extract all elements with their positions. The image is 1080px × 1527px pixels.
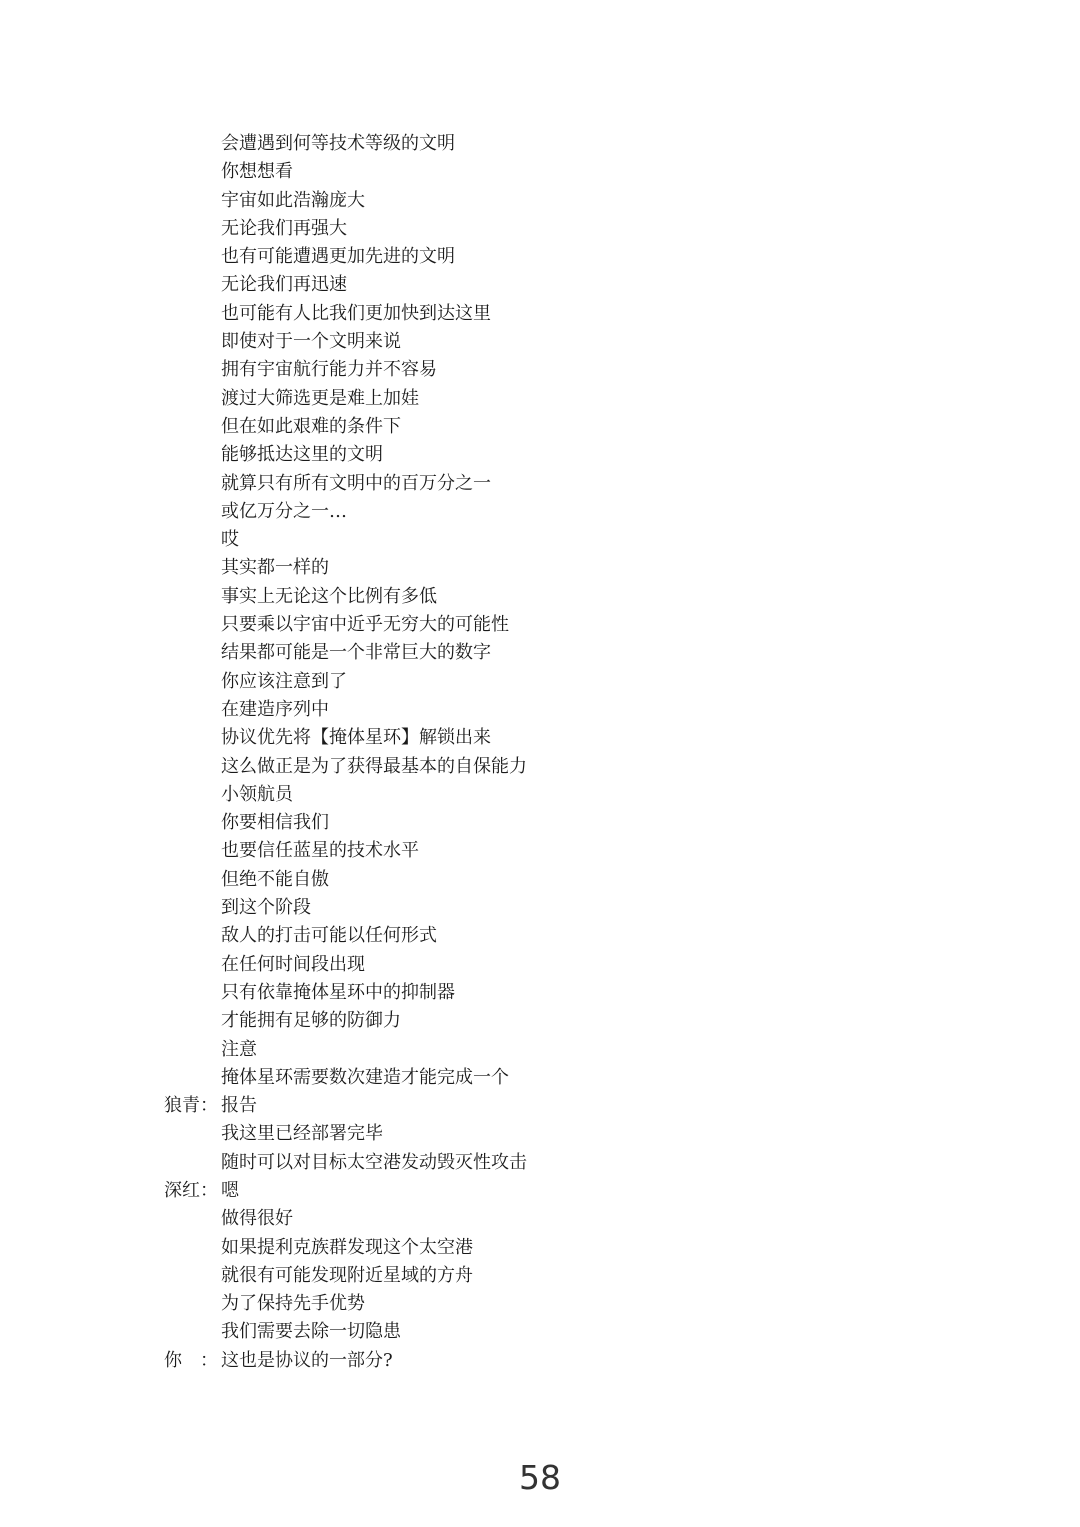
- speaker-label: [164, 498, 221, 526]
- dialogue-line: [164, 356, 964, 384]
- dialogue-line: [164, 413, 964, 441]
- line-text: 你要相信我们: [221, 812, 329, 834]
- dialogue-line: [164, 1177, 964, 1205]
- line-text: 我这里已经部署完毕: [221, 1123, 383, 1145]
- line-text: 注意: [221, 1038, 257, 1060]
- line-text: 为了保持先手优势: [221, 1293, 365, 1315]
- speaker-label: [164, 951, 221, 979]
- line-text: 在任何时间段出现: [221, 953, 365, 975]
- line-text: 你想想看: [221, 161, 293, 183]
- speaker-label: [164, 1007, 221, 1035]
- speaker-label: [164, 1149, 221, 1177]
- dialogue-line: [164, 1347, 964, 1375]
- dialogue-line: [164, 1092, 964, 1120]
- dialogue-line: [164, 470, 964, 498]
- dialogue-line: [164, 724, 964, 752]
- dialogue-line: [164, 1262, 964, 1290]
- line-text: 即使对于一个文明来说: [221, 331, 401, 353]
- speaker-label: [164, 385, 221, 413]
- dialogue-line: [164, 243, 964, 271]
- speaker-label: [164, 130, 221, 158]
- speaker-label: 深红：: [164, 1179, 218, 1201]
- dialogue-line: [164, 837, 964, 865]
- speaker-label: [164, 1205, 221, 1233]
- line-text: 哎: [221, 529, 239, 551]
- speaker-label: [164, 922, 221, 950]
- speaker-label: [164, 1290, 221, 1318]
- line-text: 也可能有人比我们更加快到达这里: [221, 302, 491, 324]
- line-text: 但在如此艰难的条件下: [221, 415, 401, 437]
- dialogue-line: [164, 979, 964, 1007]
- line-text: 拥有宇宙航行能力并不容易: [221, 359, 437, 381]
- line-text: 才能拥有足够的防御力: [221, 1010, 401, 1032]
- dialogue-line: [164, 668, 964, 696]
- speaker-label: [164, 271, 221, 299]
- dialogue-line: [164, 554, 964, 582]
- line-text: 我们需要去除一切隐患: [221, 1321, 401, 1343]
- dialogue-line: [164, 385, 964, 413]
- page-number: 58: [519, 1458, 561, 1497]
- dialogue-line: [164, 1149, 964, 1177]
- dialogue-line: [164, 866, 964, 894]
- dialogue-line: [164, 271, 964, 299]
- dialogue-line: [164, 526, 964, 554]
- speaker-label: [164, 158, 221, 186]
- line-text: 报告: [221, 1095, 257, 1117]
- line-text: 掩体星环需要数次建造才能完成一个: [221, 1066, 509, 1088]
- dialogue-script: [164, 130, 964, 1375]
- speaker-label: [164, 583, 221, 611]
- speaker-label: [164, 554, 221, 582]
- speaker-label: 狼青：: [164, 1095, 218, 1117]
- speaker-label: [164, 328, 221, 356]
- line-text: 协议优先将【掩体星环】解锁出来: [221, 727, 491, 749]
- line-text: 结果都可能是一个非常巨大的数字: [221, 642, 491, 664]
- dialogue-line: [164, 781, 964, 809]
- speaker-label: [164, 837, 221, 865]
- speaker-label: [164, 866, 221, 894]
- dialogue-line: [164, 130, 964, 158]
- line-text: 只有依靠掩体星环中的抑制器: [221, 981, 455, 1003]
- line-text: 这也是协议的一部分?: [221, 1349, 393, 1371]
- dialogue-line: [164, 753, 964, 781]
- dialogue-line: [164, 498, 964, 526]
- dialogue-line: [164, 611, 964, 639]
- speaker-label: 你 ：: [164, 1349, 218, 1371]
- line-text: 你应该注意到了: [221, 670, 347, 692]
- line-text: 或亿万分之一…: [221, 500, 347, 522]
- line-text: 其实都一样的: [221, 557, 329, 579]
- line-text: 渡过大筛选更是难上加娃: [221, 387, 419, 409]
- dialogue-line: [164, 894, 964, 922]
- speaker-label: [164, 243, 221, 271]
- line-text: 但绝不能自傲: [221, 868, 329, 890]
- speaker-label: [164, 639, 221, 667]
- dialogue-line: [164, 696, 964, 724]
- speaker-label: [164, 1120, 221, 1148]
- line-text: 只要乘以宇宙中近乎无穷大的可能性: [221, 614, 509, 636]
- dialogue-line: [164, 1036, 964, 1064]
- speaker-label: [164, 526, 221, 554]
- line-text: 敌人的打击可能以任何形式: [221, 925, 437, 947]
- speaker-label: [164, 611, 221, 639]
- line-text: 能够抵达这里的文明: [221, 444, 383, 466]
- dialogue-line: [164, 1234, 964, 1262]
- line-text: 这么做正是为了获得最基本的自保能力: [221, 755, 527, 777]
- line-text: 小领航员: [221, 783, 293, 805]
- line-text: 无论我们再强大: [221, 217, 347, 239]
- line-text: 就算只有所有文明中的百万分之一: [221, 472, 491, 494]
- line-text: 就很有可能发现附近星域的方舟: [221, 1264, 473, 1286]
- line-text: 也有可能遭遇更加先进的文明: [221, 246, 455, 268]
- line-text: 也要信任蓝星的技术水平: [221, 840, 419, 862]
- dialogue-line: [164, 1318, 964, 1346]
- dialogue-line: [164, 441, 964, 469]
- dialogue-line: [164, 809, 964, 837]
- speaker-label: [164, 696, 221, 724]
- speaker-label: [164, 356, 221, 384]
- dialogue-line: [164, 583, 964, 611]
- line-text: 无论我们再迅速: [221, 274, 347, 296]
- dialogue-line: [164, 300, 964, 328]
- dialogue-line: [164, 187, 964, 215]
- speaker-label: [164, 300, 221, 328]
- speaker-label: [164, 215, 221, 243]
- speaker-label: [164, 979, 221, 1007]
- speaker-label: [164, 1036, 221, 1064]
- line-text: 如果提利克族群发现这个太空港: [221, 1236, 473, 1258]
- dialogue-line: [164, 328, 964, 356]
- line-text: 事实上无论这个比例有多低: [221, 585, 437, 607]
- speaker-label: [164, 1318, 221, 1346]
- speaker-label: [164, 470, 221, 498]
- dialogue-line: [164, 1205, 964, 1233]
- line-text: 在建造序列中: [221, 698, 329, 720]
- speaker-label: [164, 1234, 221, 1262]
- speaker-label: [164, 809, 221, 837]
- speaker-label: [164, 187, 221, 215]
- dialogue-line: [164, 1120, 964, 1148]
- line-text: 到这个阶段: [221, 897, 311, 919]
- dialogue-line: [164, 1064, 964, 1092]
- dialogue-line: [164, 158, 964, 186]
- line-text: 随时可以对目标太空港发动毁灭性攻击: [221, 1151, 527, 1173]
- dialogue-line: [164, 922, 964, 950]
- line-text: 嗯: [221, 1179, 239, 1201]
- speaker-label: [164, 1262, 221, 1290]
- dialogue-line: [164, 1007, 964, 1035]
- speaker-label: [164, 1064, 221, 1092]
- dialogue-line: [164, 1290, 964, 1318]
- line-text: 宇宙如此浩瀚庞大: [221, 189, 365, 211]
- dialogue-line: [164, 639, 964, 667]
- speaker-label: [164, 781, 221, 809]
- speaker-label: [164, 413, 221, 441]
- dialogue-line: [164, 951, 964, 979]
- speaker-label: [164, 894, 221, 922]
- speaker-label: [164, 753, 221, 781]
- speaker-label: [164, 668, 221, 696]
- speaker-label: [164, 724, 221, 752]
- speaker-label: [164, 441, 221, 469]
- dialogue-line: [164, 215, 964, 243]
- line-text: 做得很好: [221, 1208, 293, 1230]
- line-text: 会遭遇到何等技术等级的文明: [221, 133, 455, 154]
